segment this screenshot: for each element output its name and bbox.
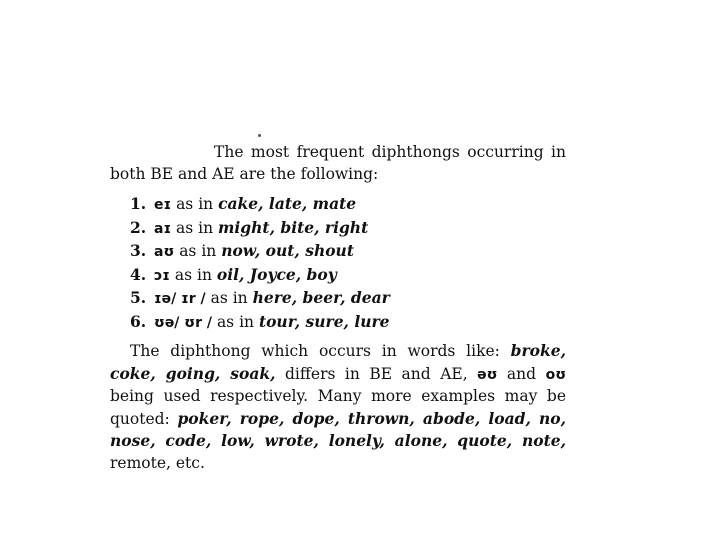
item-examples: tour, sure, lure [258, 311, 390, 331]
item-connector: as in [171, 218, 219, 237]
item-connector: as in [212, 312, 259, 331]
intro-paragraph: The most frequent diphthongs occurring in both BE and AE are the following: [110, 143, 566, 183]
item-connector: as in [205, 289, 253, 307]
paragraph-examples: poker, rope, dope, thrown, abode, load, no, nose, code, low, wrote, lonely, alone, quote, note, [110, 408, 566, 450]
paragraph-text: differs in BE and AE, [275, 364, 478, 383]
list-item [130, 287, 566, 311]
phonetic-symbol: oʊ [545, 366, 567, 383]
list-item [130, 240, 566, 264]
item-examples: now, out, shout [221, 241, 354, 260]
phonetic-symbol: eɪ [154, 197, 172, 213]
phonetic-symbol: aɪ [154, 220, 172, 237]
paragraph-examples: broke, coke, going, soak, [110, 341, 566, 383]
paragraph-text: The diphthong which occurs in words like: [130, 342, 511, 360]
list-item [130, 264, 566, 288]
item-connector: as in [174, 242, 222, 260]
item-number: 1. [130, 194, 147, 213]
paragraph-text: remote, etc. [110, 453, 205, 472]
item-examples: might, bite, right [218, 217, 369, 237]
item-number: 2. [130, 217, 147, 237]
list-item [130, 193, 566, 217]
phonetic-symbol: ɔɪ [154, 267, 170, 284]
item-connector: as in [169, 265, 217, 284]
item-number: 3. [130, 241, 147, 260]
item-examples: oil, Joyce, boy [216, 264, 337, 284]
item-number: 5. [130, 288, 147, 307]
phonetic-symbol: ɪə/ ɪr / [154, 291, 206, 307]
phonetic-symbol: ʊə/ ʊr / [154, 314, 213, 331]
item-examples: cake, late, mate [218, 194, 357, 213]
item-examples: here, beer, dear [252, 288, 390, 307]
item-number: 6. [130, 311, 147, 331]
paragraph-text: and [497, 364, 546, 383]
list-item [130, 217, 566, 241]
diphthong-list [130, 193, 566, 334]
item-connector: as in [171, 195, 219, 213]
phonetic-symbol: əʊ [477, 366, 498, 383]
stray-dot [258, 134, 261, 137]
phonetic-symbol: aʊ [154, 244, 175, 260]
body-paragraph [110, 340, 566, 474]
document-page [110, 142, 566, 474]
item-number: 4. [130, 264, 147, 284]
paragraph-text: being used respectively. Many more examples may be quoted: [110, 387, 566, 428]
list-item [130, 311, 566, 335]
